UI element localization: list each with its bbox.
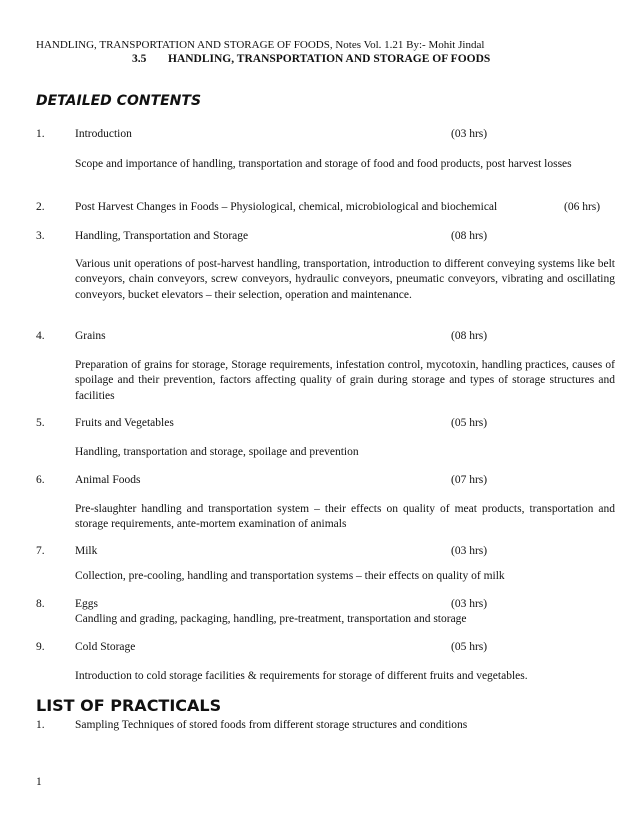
running-header: HANDLING, TRANSPORTATION AND STORAGE OF FOODS, Notes Vol. 1.21 By:- Mohit Jindal — [36, 39, 485, 51]
topic-description: Scope and importance of handling, transportation and storage of food and food products, post harvest losses — [75, 158, 572, 170]
topic-hours: (03 hrs) — [451, 545, 488, 557]
topic-description: Various unit operations of post-harvest handling, transportation, introduction to different conveying systems like belt conveyors, chain conveyors, screw conveyors, hydraulic conveyors, pneumatic conveyors, vibrating and oscillating conveyors, bucket elevators – their selection, operation and maintenance. — [75, 258, 615, 301]
topic-description: Pre-slaughter handling and transportation system – their effects on quality of meat products, transportation and storage requirements, ante-mortem examination of animals — [75, 503, 615, 531]
topic-number: 8. — [36, 598, 45, 610]
page-number: 1 — [36, 776, 42, 788]
topic-hours: (05 hrs) — [451, 641, 488, 653]
topic-number: 3. — [36, 230, 45, 242]
topic-number: 6. — [36, 474, 45, 486]
topic-hours: (03 hrs) — [451, 598, 488, 610]
section-title: HANDLING, TRANSPORTATION AND STORAGE OF FOODS — [168, 53, 491, 65]
topic-hours: (03 hrs) — [451, 128, 488, 140]
topic-number: 7. — [36, 545, 45, 557]
topic-number: 1. — [36, 128, 45, 140]
topic-title: Eggs — [75, 598, 98, 610]
detailed-contents-heading: DETAILED CONTENTS — [36, 93, 202, 109]
topic-hours: (06 hrs) — [564, 201, 601, 213]
topic-title: Fruits and Vegetables — [75, 417, 174, 429]
topic-number: 9. — [36, 641, 45, 653]
topic-hours: (05 hrs) — [451, 417, 488, 429]
topic-number: 4. — [36, 330, 45, 342]
topic-title: Cold Storage — [75, 641, 136, 653]
topic-title: Handling, Transportation and Storage — [75, 230, 249, 242]
topic-title: Post Harvest Changes in Foods – Physiological, chemical, microbiological and biochemical — [75, 201, 498, 213]
topic-number: 2. — [36, 201, 45, 213]
practicals-heading: LIST OF PRACTICALS — [36, 696, 222, 715]
topic-hours: (08 hrs) — [451, 330, 488, 342]
practical-text: Sampling Techniques of stored foods from different storage structures and conditions — [75, 719, 468, 731]
practical-number: 1. — [36, 719, 45, 731]
topic-description: Candling and grading, packaging, handling, pre-treatment, transportation and storage — [75, 613, 467, 625]
topic-title: Milk — [75, 545, 98, 557]
topic-description: Collection, pre-cooling, handling and transportation systems – their effects on quality of milk — [75, 570, 505, 582]
topic-number: 5. — [36, 417, 45, 429]
topic-title: Animal Foods — [75, 474, 141, 486]
topic-hours: (08 hrs) — [451, 230, 488, 242]
topic-hours: (07 hrs) — [451, 474, 488, 486]
topic-description: Introduction to cold storage facilities & requirements for storage of different fruits and vegetables. — [75, 670, 528, 682]
document-title — [132, 53, 490, 65]
topic-title: Grains — [75, 330, 106, 342]
section-number: 3.5 — [132, 53, 147, 65]
topic-title: Introduction — [75, 128, 132, 140]
topic-description: Handling, transportation and storage, spoilage and prevention — [75, 446, 359, 458]
topic-description: Preparation of grains for storage, Storage requirements, infestation control, mycotoxin, handling practices, causes of spoilage and their prevention, factors affecting quality of grain during storage and types of storage structures and facilities — [75, 359, 615, 402]
